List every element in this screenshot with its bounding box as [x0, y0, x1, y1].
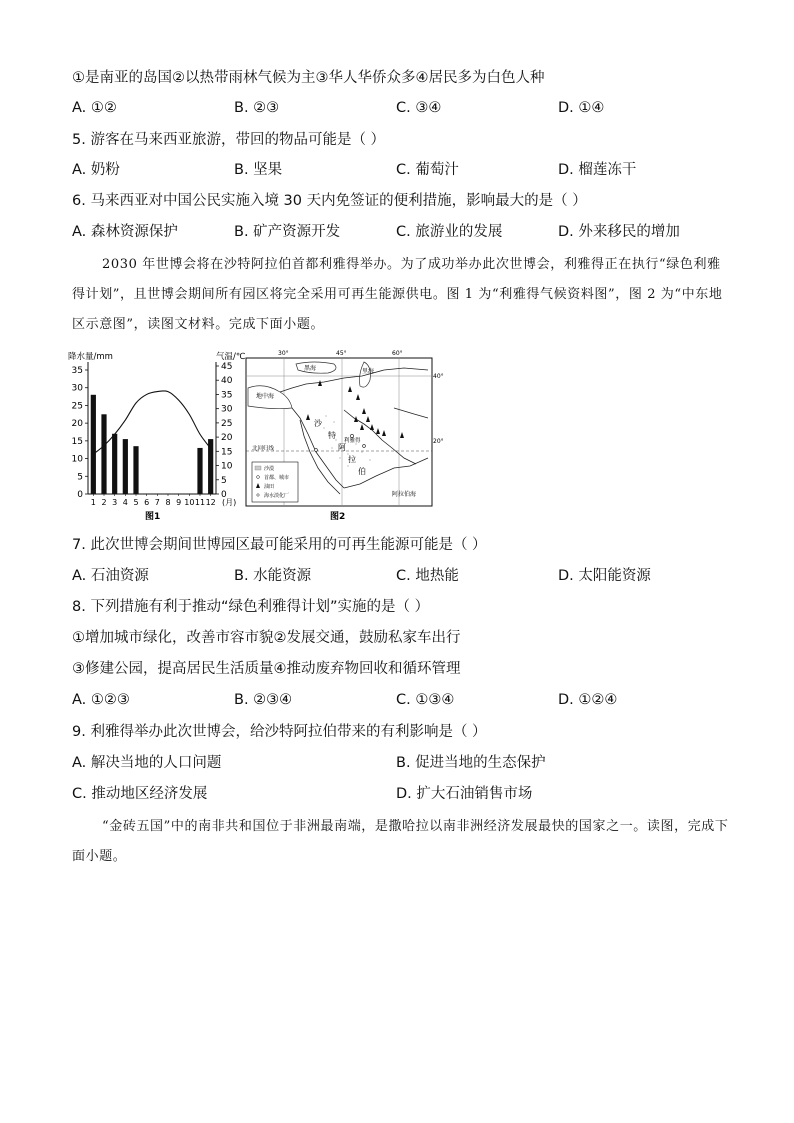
legend-oil: 油田 — [264, 484, 275, 490]
q6-option-d[interactable]: D. 外来移民的增加 — [558, 224, 680, 240]
temp-tick-label: 45 — [221, 362, 233, 372]
q4-statements: ①是南亚的岛国②以热带雨林气候为主③华人华侨众多④居民多为白色人种 — [72, 70, 545, 86]
temp-axis-title: 气温/℃ — [216, 352, 246, 362]
q4-option-c[interactable]: C. ③④ — [396, 100, 442, 116]
passage-south-africa-text: “金砖五国”中的南非共和国位于非洲最南端，是撒哈拉以南非洲经济发展最快的国家之一。读图，完成下面小题。 — [72, 819, 729, 864]
q9-option-d[interactable]: D. 扩大石油销售市场 — [396, 786, 533, 802]
temp-tick-label: 15 — [221, 447, 233, 458]
q8-option-d[interactable]: D. ①②④ — [558, 692, 618, 708]
passage-south-africa — [72, 812, 732, 872]
temp-tick-label: 5 — [221, 475, 227, 486]
climate-chart — [66, 348, 250, 524]
legend-desal: 海水淡化厂 — [264, 493, 290, 499]
month-tick-label: 7 — [154, 498, 160, 507]
q7-option-b[interactable]: B. 水能资源 — [234, 568, 312, 584]
lat-label-40: 40° — [433, 373, 444, 380]
q4-option-b[interactable]: B. ②③ — [234, 100, 280, 116]
q8-option-b[interactable]: B. ②③④ — [234, 692, 293, 708]
precip-tick-label: 25 — [71, 401, 83, 412]
precip-tick-label: 15 — [71, 436, 83, 447]
lon-label-30: 30° — [278, 350, 289, 357]
precip-axis-title: 降水量/mm — [68, 352, 113, 362]
temp-tick-label: 35 — [221, 390, 233, 401]
temp-tick-label: 25 — [221, 418, 233, 429]
q7-option-a[interactable]: A. 石油资源 — [72, 568, 149, 584]
q6-option-c[interactable]: C. 旅游业的发展 — [396, 224, 503, 240]
precip-tick-label: 5 — [77, 472, 83, 483]
country-char-5: 伯 — [358, 467, 366, 476]
passage-riyadh — [72, 250, 732, 340]
precip-bar — [208, 439, 213, 494]
lon-label-60: 60° — [392, 350, 403, 357]
temp-axis — [216, 362, 233, 500]
precip-bars — [91, 395, 214, 494]
country-char-3: 阿 — [338, 443, 346, 452]
temp-tick-label: 20 — [221, 433, 233, 444]
tropic-label: 北回归线 — [252, 446, 275, 452]
middle-east-map — [244, 348, 444, 524]
legend-desert: 沙漠 — [264, 466, 275, 472]
precip-bar — [101, 414, 106, 494]
q5-option-d[interactable]: D. 榴莲冻干 — [558, 162, 637, 178]
q8-option-c[interactable]: C. ①③④ — [396, 692, 455, 708]
month-unit-label: (月) — [222, 498, 237, 507]
temp-tick-label: 40 — [221, 376, 233, 387]
q9-option-b[interactable]: B. 促进当地的生态保护 — [396, 755, 546, 771]
passage-riyadh-text: 2030 年世博会将在沙特阿拉伯首都利雅得举办。为了成功举办此次世博会，利雅得正在执行“绿色利雅得计划”，且世博会期间所有园区将完全采用可再生能源供电。图 1 为“利雅得气候资料图”，图 2 为“中东地区示意图”，读图文材料。完成下面小题。 — [72, 257, 723, 332]
country-char-2: 特 — [328, 431, 336, 440]
month-tick-label: 10 — [184, 498, 195, 507]
month-tick-label: 1 — [90, 498, 96, 507]
q4-option-a[interactable]: A. ①② — [72, 100, 117, 116]
month-tick-label: 8 — [165, 498, 171, 507]
figure2-label: 图2 — [330, 512, 346, 522]
month-tick-label: 6 — [144, 498, 150, 507]
precip-bar — [197, 448, 202, 494]
arabian-sea-label: 阿拉伯海 — [392, 491, 417, 498]
legend-desert-swatch — [255, 466, 261, 470]
q7-option-c[interactable]: C. 地热能 — [396, 568, 459, 584]
q8-statements-1: ①增加城市绿化，改善市容市貌②发展交通，鼓励私家车出行 — [72, 630, 461, 646]
q5-option-a[interactable]: A. 奶粉 — [72, 162, 120, 178]
month-tick-label: 9 — [176, 498, 182, 507]
precip-tick-label: 30 — [71, 383, 83, 394]
month-tick-label: 11 — [194, 498, 206, 507]
figure1-label: 图1 — [145, 512, 161, 522]
q9-option-a[interactable]: A. 解决当地的人口问题 — [72, 755, 222, 771]
country-char-4: 拉 — [348, 455, 356, 464]
precip-bar — [112, 434, 117, 494]
q6-stem: 6. 马来西亚对中国公民实施入境 30 天内免签证的便利措施，影响最大的是（ ） — [72, 193, 587, 209]
riyadh-label: 利雅得 — [344, 438, 361, 444]
temp-tick-label: 10 — [221, 461, 233, 472]
precip-tick-label: 10 — [71, 454, 83, 465]
q8-option-a[interactable]: A. ①②③ — [72, 692, 130, 708]
month-tick-label: 2 — [101, 498, 107, 507]
q8-stem: 8. 下列措施有利于推动“绿色利雅得计划”实施的是（ ） — [72, 599, 430, 615]
q9-stem: 9. 利雅得举办此次世博会，给沙特阿拉伯带来的有利影响是（ ） — [72, 724, 487, 740]
temperature-curve — [93, 391, 210, 454]
legend-city-swatch — [257, 476, 260, 479]
q7-option-d[interactable]: D. 太阳能资源 — [558, 568, 651, 584]
q9-option-c[interactable]: C. 推动地区经济发展 — [72, 786, 208, 802]
month-tick-label: 4 — [122, 498, 128, 507]
precip-tick-label: 20 — [71, 419, 83, 430]
caspian-sea-label: 里海 — [362, 368, 375, 375]
q4-option-d[interactable]: D. ①④ — [558, 100, 605, 116]
month-axis — [91, 494, 236, 507]
mediterranean-label: 地中海 — [256, 393, 275, 400]
q6-option-b[interactable]: B. 矿产资源开发 — [234, 224, 341, 240]
temp-tick-label: 0 — [221, 490, 227, 500]
lat-label-20: 20° — [433, 438, 444, 445]
q5-option-b[interactable]: B. 坚果 — [234, 162, 283, 178]
month-tick-label: 5 — [133, 498, 139, 507]
country-char-1: 沙 — [314, 419, 322, 428]
precip-bar — [133, 446, 138, 494]
lon-label-45: 45° — [336, 350, 347, 357]
month-tick-label: 12 — [205, 498, 216, 507]
month-tick-label: 3 — [112, 498, 118, 507]
temp-tick-label: 30 — [221, 404, 233, 415]
black-sea-label: 黑海 — [304, 365, 317, 372]
legend-desal-swatch — [257, 494, 259, 496]
precip-bar — [91, 395, 96, 494]
q6-option-a[interactable]: A. 森林资源保护 — [72, 224, 178, 240]
q7-stem: 7. 此次世博会期间世博园区最可能采用的可再生能源可能是（ ） — [72, 537, 487, 553]
q8-statements-2: ③修建公园，提高居民生活质量④推动废弃物回收和循环管理 — [72, 661, 461, 677]
q5-stem: 5. 游客在马来西亚旅游，带回的物品可能是（ ） — [72, 132, 386, 148]
q5-option-c[interactable]: C. 葡萄汁 — [396, 162, 459, 178]
precip-bar — [123, 439, 128, 494]
legend-city: 首都、城市 — [264, 475, 290, 481]
precip-tick-label: 0 — [77, 490, 83, 500]
precip-tick-label: 35 — [71, 366, 83, 376]
